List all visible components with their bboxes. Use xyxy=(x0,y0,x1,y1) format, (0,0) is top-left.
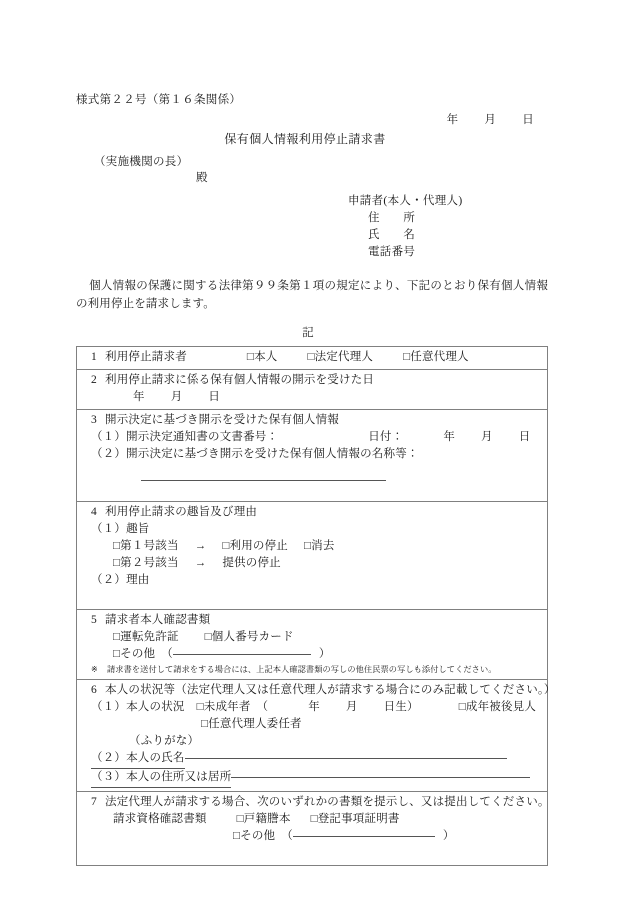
arrow-icon-1: → xyxy=(194,540,207,552)
section-5-number: 5 xyxy=(91,614,97,626)
section-5-note xyxy=(77,663,547,676)
section-4-title: 利用停止請求の趣旨及び理由 xyxy=(105,506,258,518)
section-7-docs-label: 請求資格確認書類 xyxy=(113,813,207,825)
section-6-item2 xyxy=(77,750,547,769)
section-6-line xyxy=(77,682,556,699)
section-6-day-field[interactable]: 日生） xyxy=(383,701,419,713)
section-7-number: 7 xyxy=(91,796,97,808)
section-3-month-field[interactable]: 月 xyxy=(481,431,493,443)
section-4-item1 xyxy=(77,521,547,538)
section-4-item2 xyxy=(77,572,547,589)
section-6-item2-label: （２）本人の氏名 xyxy=(91,750,185,769)
section-1-number: 1 xyxy=(91,351,97,363)
section-7-other xyxy=(77,828,547,845)
applicant-name-label: 氏 名 xyxy=(368,229,416,241)
checkbox-drivers-license[interactable]: □運転免許証 xyxy=(113,631,179,643)
section-5-note-text: 請求書を送付して請求をする場合には、上記本人確認書類の写しの他住民票の写しも添付してください。 xyxy=(107,665,497,674)
section-3-date-label: 日付： xyxy=(368,431,404,443)
table-row-1 xyxy=(77,347,548,370)
section-5-line xyxy=(77,612,547,629)
arrow-icon-2: → xyxy=(194,557,207,569)
checkbox-registry-certificate[interactable]: □登記事項証明書 xyxy=(310,813,400,825)
section-7-line xyxy=(77,794,550,811)
section-2-month-field[interactable]: 月 xyxy=(170,391,183,403)
section-5-title: 請求者本人確認書類 xyxy=(105,614,211,626)
section-3-year-field[interactable]: 年 xyxy=(443,431,456,443)
section-4-choice1-line xyxy=(77,538,547,555)
section-3-item2-label: （２）開示決定に基づき開示を受けた保有個人情報の名称等： xyxy=(91,448,419,460)
document-body xyxy=(76,92,556,866)
checkbox-clause-2[interactable]: □第２号該当 xyxy=(113,557,179,569)
table-row-2 xyxy=(77,370,548,410)
checkbox-erase[interactable]: □消去 xyxy=(304,540,335,552)
checkbox-stop-use[interactable]: □利用の停止 xyxy=(222,540,289,552)
header-month-label: 月 xyxy=(484,114,497,126)
section-6-year-field[interactable]: 年 xyxy=(308,701,320,713)
section-3-spacer-2 xyxy=(77,481,547,498)
section-6-item3 xyxy=(77,769,547,788)
section-2-day-field[interactable]: 日 xyxy=(208,391,221,403)
section-6-item3-label: （３）本人の住所又は居所 xyxy=(91,769,231,788)
table-row-7 xyxy=(77,792,548,866)
section-7-spacer xyxy=(77,845,547,862)
section-6-item1-label: （１）本人の状況 xyxy=(91,701,185,713)
table-row-3 xyxy=(77,410,548,502)
section-7-options xyxy=(77,811,547,828)
section-4-item1-label: （１）趣旨 xyxy=(91,523,150,535)
section-6-furigana xyxy=(77,733,547,750)
form-table xyxy=(76,346,556,866)
checkbox-my-number-card[interactable]: □個人番号カード xyxy=(204,631,294,643)
section-5-options xyxy=(77,629,547,646)
legal-statement-text: 個人情報の保護に関する法律第９９条第１項の規定により、下記のとおり保有個人情報の利用停止を請求します。 xyxy=(76,280,548,310)
section-2-date-line xyxy=(77,389,547,406)
section-7-other-close: ） xyxy=(442,830,455,842)
checkbox-other-qualification[interactable]: □その他 （ xyxy=(233,830,293,842)
label-stop-provision: 提供の停止 xyxy=(222,557,281,569)
form-number: 様式第２２号（第１６条関係） xyxy=(76,94,242,106)
section-7-title: 法定代理人が請求する場合、次のいずれかの書類を提示し、又は提出してください。 xyxy=(105,796,550,808)
section-3-item1 xyxy=(77,429,547,446)
section-1-title: 利用停止請求者 xyxy=(105,351,187,363)
checkbox-minor[interactable]: □未成年者 （ xyxy=(196,701,269,713)
section-5-other xyxy=(77,646,547,663)
note-mark-icon: ※ xyxy=(91,665,98,674)
section-4-item2-label: （２）理由 xyxy=(91,574,150,586)
checkbox-legal-agent[interactable]: □法定代理人 xyxy=(307,351,374,363)
section-2-line xyxy=(77,372,547,389)
table-row-4 xyxy=(77,502,548,610)
section-6-number: 6 xyxy=(91,684,97,696)
checkbox-voluntary-agent-principal[interactable]: □任意代理人委任者 xyxy=(201,718,302,730)
section-3-number: 3 xyxy=(91,414,97,426)
section-3-day-field[interactable]: 日 xyxy=(518,431,531,443)
checkbox-adult-ward[interactable]: □成年被後見人 xyxy=(458,701,537,713)
applicant-address-label: 住 所 xyxy=(368,212,416,224)
section-3-spacer xyxy=(77,463,547,480)
table-row-5 xyxy=(77,610,548,680)
legal-statement xyxy=(76,277,548,313)
furigana-label: （ふりがな） xyxy=(129,735,200,747)
section-2-number: 2 xyxy=(91,374,97,386)
checkbox-other-id[interactable]: □その他 （ xyxy=(113,648,173,660)
page-title: 保有個人情報利用停止請求書 xyxy=(224,132,386,146)
section-3-title: 開示決定に基づき開示を受けた保有個人情報 xyxy=(105,414,339,426)
table-row-6 xyxy=(77,680,548,792)
section-2-title: 利用停止請求に係る保有個人情報の開示を受けた日 xyxy=(105,374,375,386)
section-4-number: 4 xyxy=(91,506,97,518)
checkbox-clause-1[interactable]: □第１号該当 xyxy=(113,540,179,552)
section-4-spacer[interactable] xyxy=(77,589,547,606)
ki-marker: 記 xyxy=(302,327,314,339)
section-6-month-field[interactable]: 月 xyxy=(345,701,358,713)
applicant-heading: 申請者(本人・代理人) xyxy=(348,195,463,207)
header-year-label: 年 xyxy=(446,114,459,126)
section-4-choice2-line xyxy=(77,555,547,572)
agency-head-label: （実施機関の長） xyxy=(94,156,189,168)
checkbox-family-register[interactable]: □戸籍謄本 xyxy=(236,813,291,825)
applicant-phone-label: 電話番号 xyxy=(368,246,416,258)
section-1-line xyxy=(77,349,547,366)
section-6-voluntary-line xyxy=(77,716,547,733)
header-date-line xyxy=(76,112,548,128)
section-3-item1-label: （１）開示決定通知書の文書番号： xyxy=(91,431,279,443)
header-day-label: 日 xyxy=(522,114,534,126)
section-2-year-field[interactable]: 年 xyxy=(133,391,145,403)
checkbox-self[interactable]: □本人 xyxy=(246,351,278,363)
section-5-other-close: ） xyxy=(318,648,331,660)
checkbox-voluntary-agent[interactable]: □任意代理人 xyxy=(403,351,469,363)
section-3-item2 xyxy=(77,446,547,463)
section-6-title: 本人の状況等（法定代理人又は任意代理人が請求する場合にのみ記載してください。） xyxy=(105,684,556,696)
section-3-line xyxy=(77,412,547,429)
section-6-item1 xyxy=(77,699,547,716)
section-4-line xyxy=(77,504,547,521)
applicant-block xyxy=(76,193,548,261)
honorific-label: 殿 xyxy=(196,172,208,184)
